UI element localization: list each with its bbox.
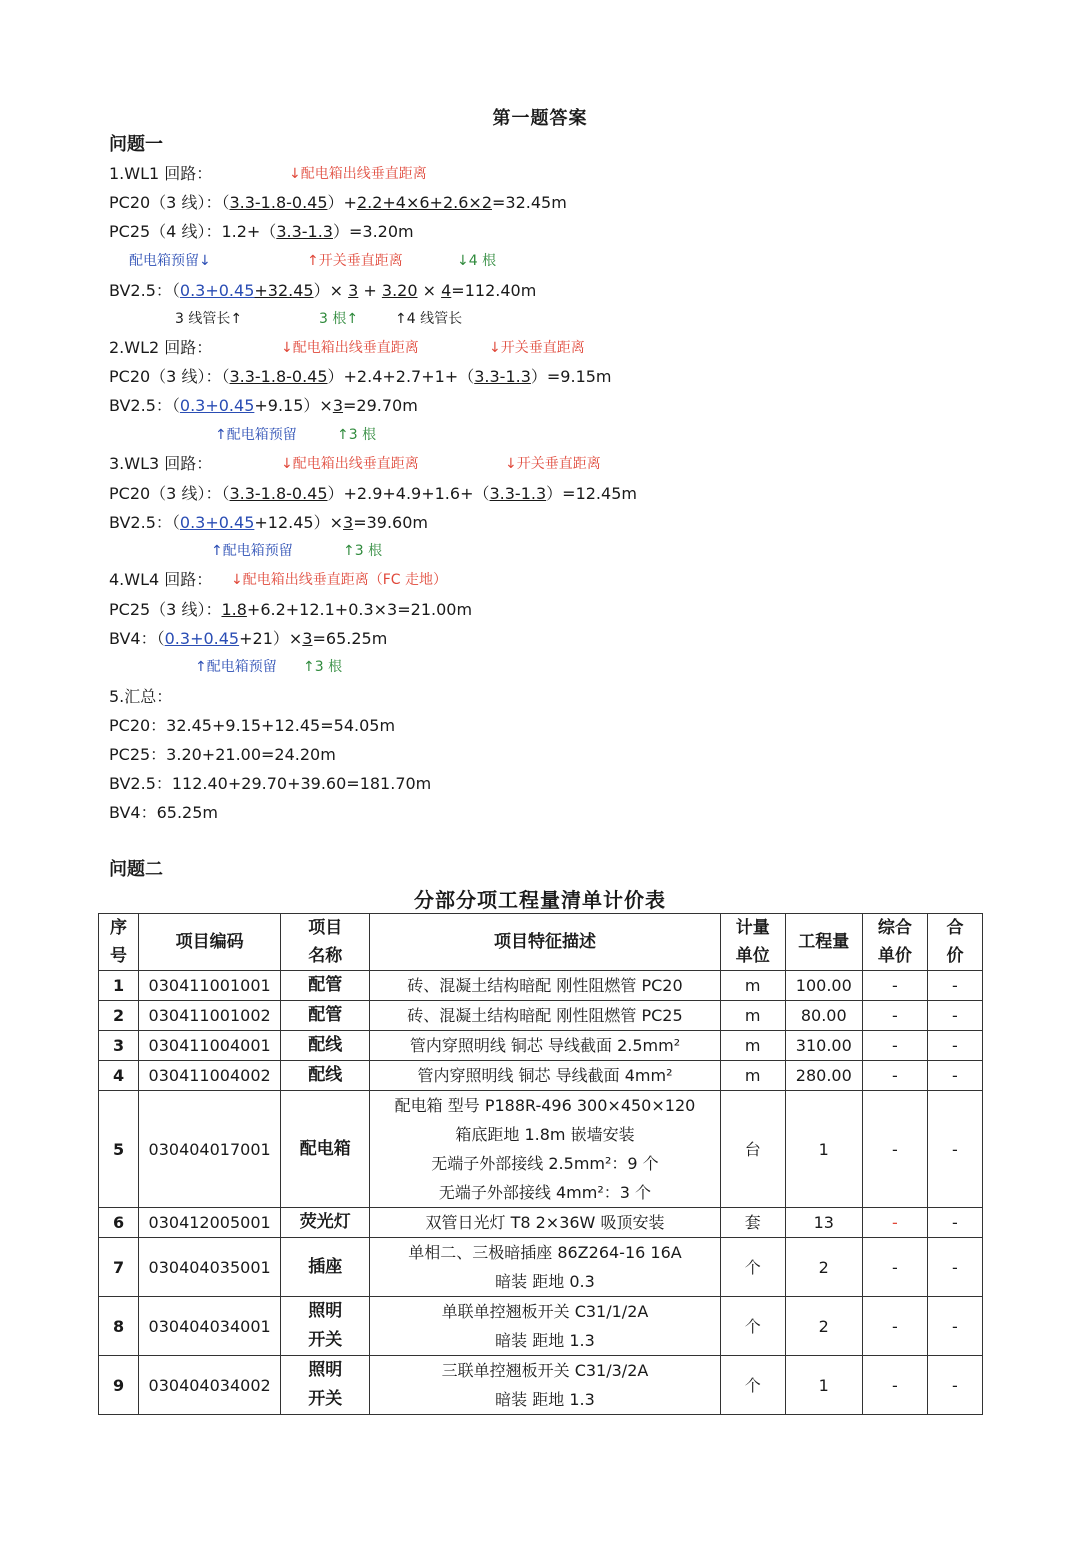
cell-code: 030404034001 xyxy=(139,1297,281,1356)
cell-code: 030412005001 xyxy=(139,1208,281,1238)
cell-total: - xyxy=(927,1001,982,1031)
cell-desc xyxy=(370,1001,720,1031)
text: PC20（3 线）：（ xyxy=(109,484,230,503)
text: × xyxy=(422,281,437,300)
text: ↑配电箱预留 xyxy=(215,427,297,443)
desc-line: 暗装 距地 1.3 xyxy=(495,1331,595,1350)
cell-total: - xyxy=(927,1208,982,1238)
cell-unit: 个 xyxy=(720,1297,785,1356)
text: 3.3-1.3 xyxy=(474,367,531,386)
cell-no: 2 xyxy=(99,1001,139,1031)
desc-line: 三联单控翘板开关 C31/3/2A xyxy=(441,1361,649,1380)
cell-name: 配管 xyxy=(281,971,370,1001)
summary-pc20: PC20：32.45+9.15+12.45=54.05m xyxy=(109,716,396,735)
text: 3 xyxy=(332,396,344,415)
cell-desc xyxy=(370,1091,720,1208)
cell-qty: 100.00 xyxy=(785,971,862,1001)
text: PC25（3 线）： xyxy=(109,600,222,619)
cell-name: 配管 xyxy=(281,1001,370,1031)
cell-no: 6 xyxy=(99,1208,139,1238)
text: BV2.5：（ xyxy=(109,281,180,300)
text: 3.3-1.8-0.45 xyxy=(229,484,328,503)
header-desc: 项目特征描述 xyxy=(370,914,720,971)
desc-line: 砖、混凝土结构暗配 刚性阻燃管 PC25 xyxy=(407,1006,683,1025)
text: =39.60m xyxy=(353,513,428,532)
cell-unit: 台 xyxy=(720,1091,785,1208)
text: =112.40m xyxy=(451,281,537,300)
text: 0.3+0.45 xyxy=(179,281,255,300)
name-line: 开关 xyxy=(308,1389,343,1409)
text: ↓开关垂直距离 xyxy=(505,456,601,472)
cell-total: - xyxy=(927,1091,982,1208)
cell-qty: 2 xyxy=(785,1297,862,1356)
text: PC25（4 线）：1.2+（ xyxy=(109,222,277,241)
header-line: 名称 xyxy=(308,946,343,966)
text: 3 xyxy=(302,629,313,648)
cell-name xyxy=(281,1297,370,1356)
table-row xyxy=(99,1061,983,1091)
cell-name xyxy=(281,1356,370,1415)
wl3-head-line xyxy=(109,451,601,477)
cell-unit: m xyxy=(720,971,785,1001)
text: +21）× xyxy=(239,629,303,648)
bill-of-quantities-table xyxy=(98,913,983,1415)
name-line: 开关 xyxy=(308,1330,343,1350)
cell-name: 插座 xyxy=(281,1238,370,1297)
cell-name: 荧光灯 xyxy=(281,1208,370,1238)
text: ↑4 线管长 xyxy=(395,311,463,327)
name-line: 照明 xyxy=(308,1301,343,1321)
cell-price: - xyxy=(862,1001,927,1031)
cell-price: - xyxy=(862,1238,927,1297)
cell-name: 配线 xyxy=(281,1061,370,1091)
text: +12.45）× xyxy=(254,513,343,532)
text: 0.3+0.45 xyxy=(164,629,240,648)
cell-desc xyxy=(370,1208,720,1238)
cell-desc xyxy=(370,1238,720,1297)
text: +9.15）× xyxy=(254,396,333,415)
header-line: 号 xyxy=(110,946,128,966)
cell-total: - xyxy=(927,1061,982,1091)
header-unit xyxy=(720,914,785,971)
header-line: 计量 xyxy=(735,918,770,938)
text: =32.45m xyxy=(492,193,567,212)
table-body xyxy=(99,971,983,1415)
desc-line: 管内穿照明线 铜芯 导线截面 2.5mm² xyxy=(409,1036,681,1055)
text: +32.45 xyxy=(254,281,314,300)
text: + xyxy=(363,281,377,300)
header-line: 综合 xyxy=(877,918,912,938)
text: 3.3-1.8-0.45 xyxy=(229,367,328,386)
text: 3.3-1.3 xyxy=(489,484,547,503)
text: ）× xyxy=(313,281,344,300)
header-line: 价 xyxy=(946,946,964,966)
table-row xyxy=(99,1091,983,1208)
text: 3 xyxy=(348,281,359,300)
desc-line: 砖、混凝土结构暗配 刚性阻燃管 PC20 xyxy=(407,976,683,995)
desc-line: 管内穿照明线 铜芯 导线截面 4mm² xyxy=(417,1066,673,1085)
cell-price: - xyxy=(862,1297,927,1356)
cell-unit: m xyxy=(720,1031,785,1061)
table-row xyxy=(99,1001,983,1031)
header-line: 序 xyxy=(110,918,128,938)
table-row xyxy=(99,1356,983,1415)
header-code: 项目编码 xyxy=(139,914,281,971)
header-qty: 工程量 xyxy=(785,914,862,971)
header-price xyxy=(862,914,927,971)
cell-no: 9 xyxy=(99,1356,139,1415)
text: =65.25m xyxy=(312,629,388,648)
summary-head: 5.汇总： xyxy=(109,687,173,706)
cell-unit: 个 xyxy=(720,1238,785,1297)
cell-qty: 80.00 xyxy=(785,1001,862,1031)
text: 0.3+0.45 xyxy=(179,396,255,415)
wl2-bv-line xyxy=(109,393,418,419)
cell-total: - xyxy=(927,1031,982,1061)
text: ↑配电箱预留 xyxy=(195,659,277,675)
cell-code: 030411001002 xyxy=(139,1001,281,1031)
cell-qty: 13 xyxy=(785,1208,862,1238)
cell-qty: 280.00 xyxy=(785,1061,862,1091)
text: +6.2+12.1+0.3×3=21.00m xyxy=(246,600,473,619)
text: 3 根↑ xyxy=(319,311,359,327)
cell-unit: 个 xyxy=(720,1356,785,1415)
text: ↓开关垂直距离 xyxy=(489,340,585,356)
desc-line: 暗装 距地 1.3 xyxy=(495,1390,595,1409)
wl3-bv-line xyxy=(109,510,428,536)
text: 3.20 xyxy=(381,281,418,300)
text: ）+2.9+4.9+1.6+（ xyxy=(327,484,490,503)
text: BV2.5：（ xyxy=(109,396,180,415)
wl3-head: 3.WL3 回路： xyxy=(109,454,213,473)
wl4-bv-line xyxy=(109,626,387,652)
cell-no: 3 xyxy=(99,1031,139,1061)
summary-pc25: PC25：3.20+21.00=24.20m xyxy=(109,745,336,764)
text: ↓配电箱出线垂直距离 xyxy=(281,456,419,472)
text: ↑开关垂直距离 xyxy=(307,253,403,269)
text: 3 xyxy=(343,513,354,532)
cell-price: - xyxy=(862,971,927,1001)
text: ↑3 根 xyxy=(303,659,343,675)
table-row xyxy=(99,1297,983,1356)
wl2-head: 2.WL2 回路： xyxy=(109,338,213,357)
wl4-head: 4.WL4 回路： xyxy=(109,570,213,589)
wl4-head-line xyxy=(109,567,448,593)
cell-desc xyxy=(370,1061,720,1091)
text: 配电箱预留↓ xyxy=(129,253,211,269)
cell-code: 030404017001 xyxy=(139,1091,281,1208)
cell-code: 030404035001 xyxy=(139,1238,281,1297)
text: ）=3.20m xyxy=(332,222,414,241)
table-row xyxy=(99,971,983,1001)
desc-line: 配电箱 型号 P188R-496 300×450×120 xyxy=(394,1096,696,1115)
text: ↑3 根 xyxy=(343,543,383,559)
text: ）+ xyxy=(327,193,357,212)
text: BV2.5：（ xyxy=(109,513,180,532)
wl1-head: 1.WL1 回路： xyxy=(109,164,213,183)
text: ↓4 根 xyxy=(457,253,497,269)
header-total xyxy=(927,914,982,971)
cell-price: - xyxy=(862,1356,927,1415)
cell-price: - xyxy=(862,1061,927,1091)
text: PC20（3 线）：（ xyxy=(109,367,230,386)
table-row xyxy=(99,1031,983,1061)
text: ↓配电箱出线垂直距离 xyxy=(281,340,419,356)
cell-qty: 1 xyxy=(785,1091,862,1208)
cell-name: 配电箱 xyxy=(281,1091,370,1208)
cell-unit: 套 xyxy=(720,1208,785,1238)
header-line: 合 xyxy=(946,918,964,938)
text: PC20（3 线）：（ xyxy=(109,193,230,212)
table-row xyxy=(99,1238,983,1297)
header-line: 单位 xyxy=(735,946,770,966)
cell-price: - xyxy=(862,1091,927,1208)
desc-line: 无端子外部接线 4mm²：3 个 xyxy=(438,1183,652,1202)
wl1-pc25-line xyxy=(109,219,414,245)
desc-line: 暗装 距地 0.3 xyxy=(495,1272,595,1291)
text: ）+2.4+2.7+1+（ xyxy=(327,367,475,386)
cell-total: - xyxy=(927,1356,982,1415)
header-no xyxy=(99,914,139,971)
cell-no: 7 xyxy=(99,1238,139,1297)
text: ）=9.15m xyxy=(530,367,612,386)
cell-total: - xyxy=(927,971,982,1001)
table-row xyxy=(99,1208,983,1238)
cell-code: 030411001001 xyxy=(139,971,281,1001)
wl3-pc20-line xyxy=(109,481,637,507)
cell-code: 030411004001 xyxy=(139,1031,281,1061)
cell-total: - xyxy=(927,1238,982,1297)
cell-code: 030404034002 xyxy=(139,1356,281,1415)
cell-price: - xyxy=(862,1208,927,1238)
desc-line: 双管日光灯 T8 2×36W 吸顶安装 xyxy=(425,1213,665,1232)
cell-qty: 2 xyxy=(785,1238,862,1297)
cell-code: 030411004002 xyxy=(139,1061,281,1091)
cell-qty: 310.00 xyxy=(785,1031,862,1061)
table-header-row xyxy=(99,914,983,971)
text: 3.3-1.8-0.45 xyxy=(229,193,328,212)
wl1-pc20-line xyxy=(109,190,567,216)
desc-line: 单联单控翘板开关 C31/1/2A xyxy=(441,1302,649,1321)
cell-total: - xyxy=(927,1297,982,1356)
table-title: 分部分项工程量清单计价表 xyxy=(414,888,666,912)
wl1-head-line xyxy=(109,161,427,187)
header-line: 项目 xyxy=(308,918,343,938)
desc-line: 箱底距地 1.8m 嵌墙安装 xyxy=(455,1125,635,1144)
wl2-pc20-line xyxy=(109,364,612,390)
text: 1.8 xyxy=(221,600,247,619)
text: 4 xyxy=(441,281,452,300)
cell-unit: m xyxy=(720,1001,785,1031)
text: ↓配电箱出线垂直距离（FC 走地） xyxy=(231,572,448,588)
text: 0.3+0.45 xyxy=(179,513,255,532)
header-name xyxy=(281,914,370,971)
cell-name: 配线 xyxy=(281,1031,370,1061)
page-title: 第一题答案 xyxy=(492,108,588,129)
wl4-pc25-line xyxy=(109,597,472,623)
wl2-head-line xyxy=(109,335,585,361)
cell-price: - xyxy=(862,1031,927,1061)
text: ↑3 根 xyxy=(337,427,377,443)
summary-bv25: BV2.5：112.40+29.70+39.60=181.70m xyxy=(109,774,432,793)
text: 2.2+4×6+2.6×2 xyxy=(356,193,492,212)
name-line: 照明 xyxy=(308,1360,343,1380)
text: 3 线管长↑ xyxy=(175,311,243,327)
text: =29.70m xyxy=(343,396,418,415)
cell-no: 1 xyxy=(99,971,139,1001)
desc-line: 单相二、三极暗插座 86Z264-16 16A xyxy=(408,1243,682,1262)
q1-heading: 问题一 xyxy=(109,134,163,155)
cell-unit: m xyxy=(720,1061,785,1091)
text: ↑配电箱预留 xyxy=(211,543,293,559)
q2-heading: 问题二 xyxy=(109,859,163,880)
wl1-bv-line xyxy=(109,278,536,304)
cell-no: 5 xyxy=(99,1091,139,1208)
cell-desc xyxy=(370,1356,720,1415)
summary-bv4: BV4：65.25m xyxy=(109,803,219,822)
cell-desc xyxy=(370,1297,720,1356)
cell-no: 8 xyxy=(99,1297,139,1356)
cell-no: 4 xyxy=(99,1061,139,1091)
text: BV4：（ xyxy=(109,629,165,648)
cell-desc xyxy=(370,971,720,1001)
cell-qty: 1 xyxy=(785,1356,862,1415)
wl1-annotation: ↓配电箱出线垂直距离 xyxy=(289,166,427,182)
text: ）=12.45m xyxy=(546,484,637,503)
header-line: 单价 xyxy=(877,946,912,966)
cell-desc xyxy=(370,1031,720,1061)
desc-line: 无端子外部接线 2.5mm²：9 个 xyxy=(431,1154,659,1173)
text: 3.3-1.3 xyxy=(276,222,333,241)
